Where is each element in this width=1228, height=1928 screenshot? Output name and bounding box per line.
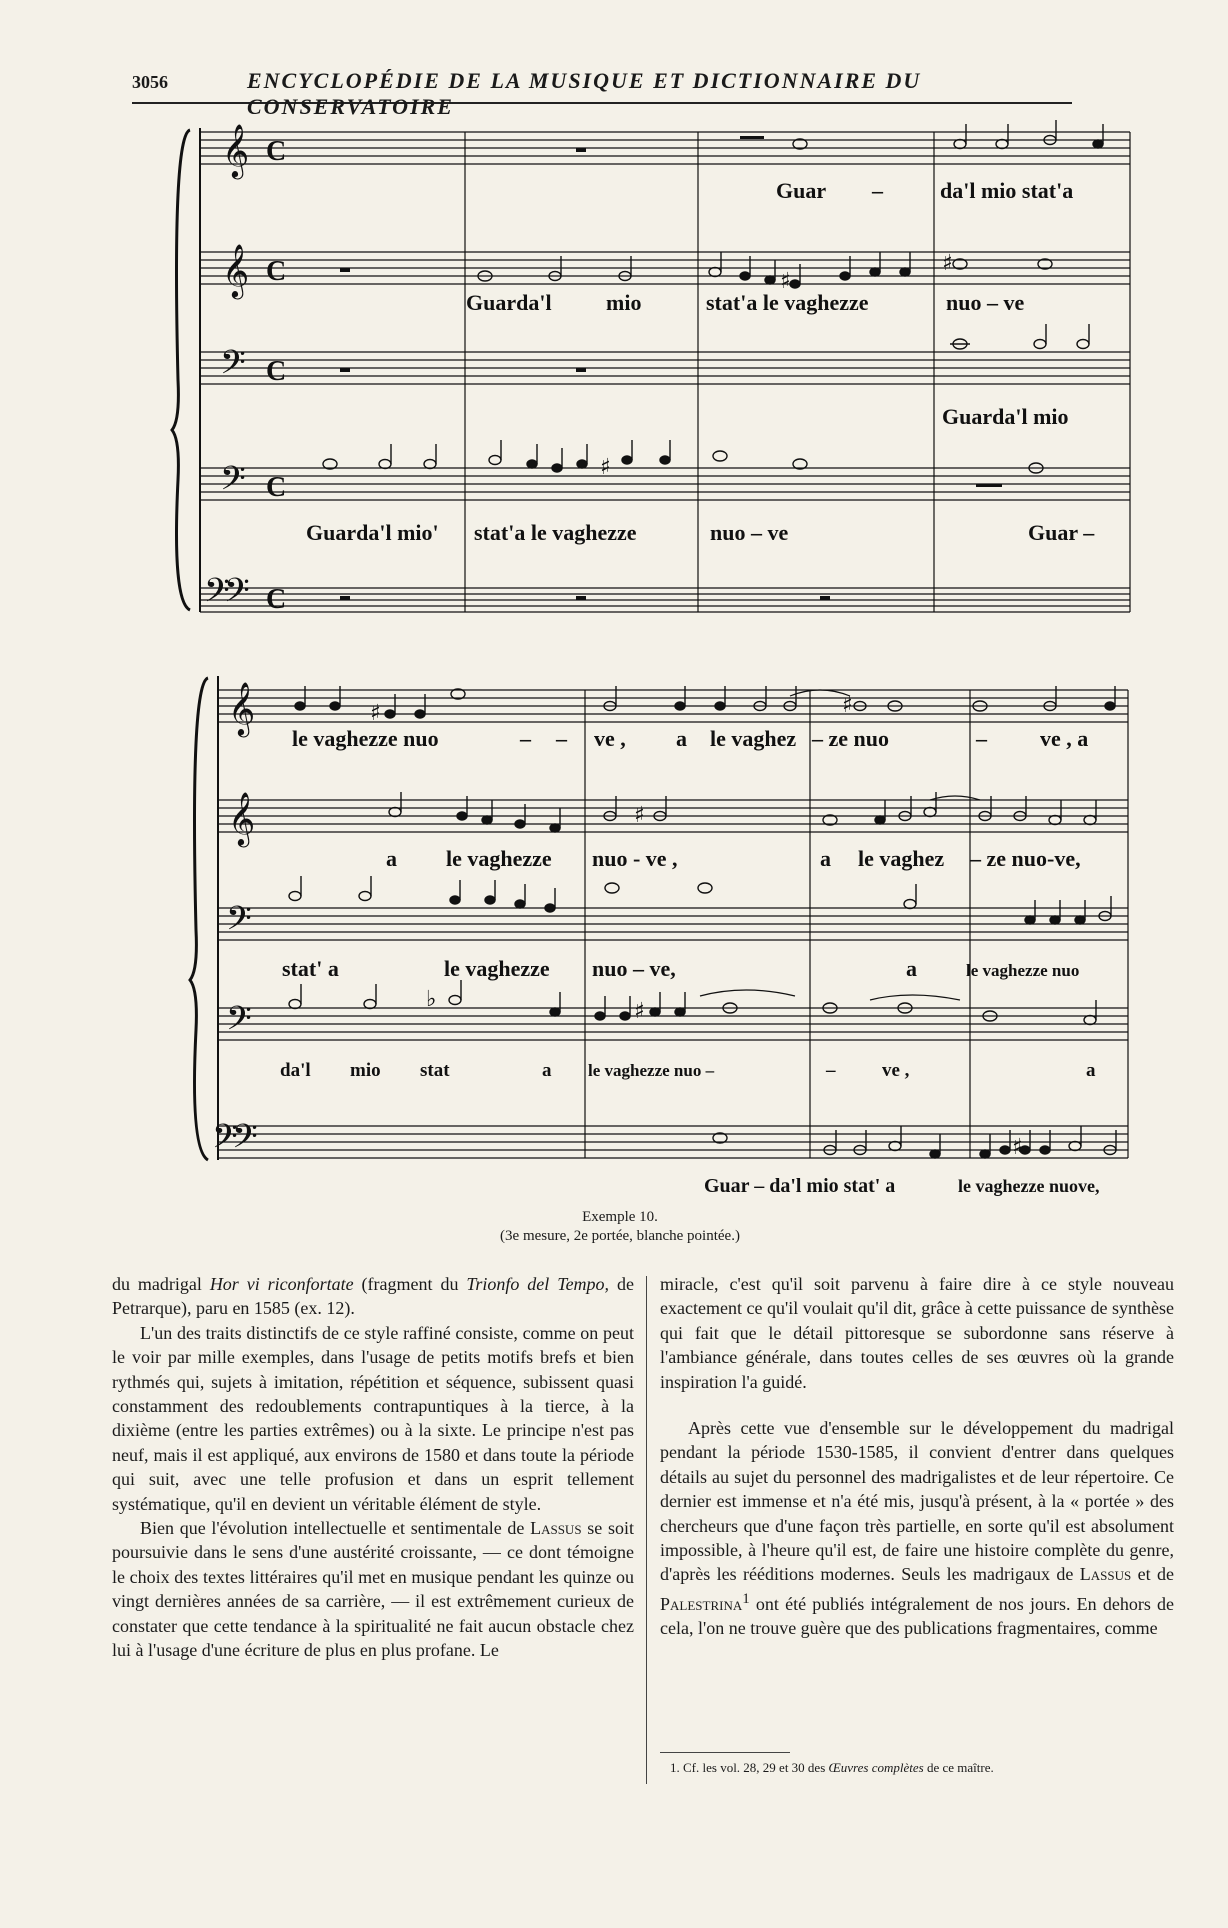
svg-text:𝄢: 𝄢 <box>220 344 246 390</box>
lyric: nuo – ve <box>946 290 1025 315</box>
text-run: ont été publiés intégralement de nos jours. En dehors de cela, l'on ne trouve guère que des publications fragmentaires, comme <box>660 1593 1174 1639</box>
lyric: Guarda'l mio <box>942 404 1069 429</box>
composer-name: Lassus <box>530 1518 582 1539</box>
lyric: – <box>872 178 883 203</box>
text-run: Après cette vue d'ensemble sur le développement du madrigal pendant la période 1530-1585, il convient d'entrer dans quelques détails au sujet du personnel des madrigalistes et de leur répertoire. Ce dernier est immense et n'a été mis, jusqu'à présent, à la « portée » des chercheurs que d'une façon très partielle, en sorte qu'il est absolument impossible, à l'heure qu'il est, de faire une histoire complète du genre, d'après les rééditions modernes. Seuls les madrigaux de <box>660 1418 1174 1585</box>
example-caption <box>400 1208 840 1246</box>
svg-text:♯: ♯ <box>842 693 853 718</box>
text-run: du madrigal <box>112 1274 210 1294</box>
lyric: Guarda'l mio' <box>306 520 439 545</box>
svg-text:C: C <box>266 584 287 615</box>
lyric: le vaghez <box>710 726 797 751</box>
lyric: stat <box>420 1060 450 1081</box>
svg-text:𝄢: 𝄢 <box>212 1118 238 1164</box>
work-title: Trionfo del Tempo, <box>466 1274 610 1294</box>
lyric: a <box>676 726 687 751</box>
lyric: a <box>820 846 831 871</box>
lyric: ve , <box>594 726 626 751</box>
svg-text:C: C <box>266 256 287 287</box>
lyric: ve , <box>882 1060 910 1081</box>
lyric: a <box>906 956 917 981</box>
staff-lines-2 <box>218 690 1128 1158</box>
lyric: a <box>1086 1060 1096 1081</box>
lyric: le vaghezze nuove, <box>958 1176 1100 1196</box>
lyric: – ze nuo <box>812 726 889 751</box>
svg-text:C: C <box>266 356 287 387</box>
work-title: Œuvres complètes <box>828 1760 924 1775</box>
lyric: – <box>976 726 987 751</box>
paragraph: L'un des traits distinctifs de ce style raffiné consiste, comme on peut le voir par mille exemples, dans l'usage de petits motifs brefs et bien rythmés qui, sujets à imitation, répétition et séquence, subissent quasi constamment des redoublements contrapuntiques à la tierce, à la dixième (entre les parties extrêmes) ou à la sixte. Le principe n'est pas neuf, mais il est appliqué, aux environs de 1580 et dans toute la période qui suit, avec une telle profusion et dans un esprit tellement systématique, qu'il en devient un véritable élément de style. <box>112 1322 634 1514</box>
text-run: de ce maître. <box>923 1760 994 1775</box>
lyric: – ze nuo-ve, <box>970 846 1081 871</box>
text-run: se soit poursuivie dans le sens d'une austérité croissante, — ce dont témoigne le choix des textes littéraires qu'il met en musique pendant les quinze ou vingt dernières années de sa carrière, — il est extrêmement curieux de constater que cette tendance à la spiritualité ne fait aucun obstacle chez lui à l'usage d'une écriture de plus en plus profane. Le <box>112 1518 634 1661</box>
lyric: a <box>542 1060 552 1081</box>
svg-text:C: C <box>266 472 287 503</box>
lyric: – <box>520 726 531 751</box>
svg-text:𝄞: 𝄞 <box>222 243 250 297</box>
lyric: stat'a le vaghezze <box>474 520 637 545</box>
lyric: Guar – <box>1028 520 1095 545</box>
text-run: Bien que l'évolution intellectuelle et sentimentale de <box>140 1518 531 1539</box>
lyric: – <box>556 726 567 751</box>
svg-text:♯: ♯ <box>600 455 611 480</box>
text-run: de Petrarque), paru en 1585 (ex. 12). <box>112 1274 634 1319</box>
text-run: 1. Cf. les vol. 28, 29 et 30 des <box>670 1760 829 1775</box>
composer-name: Lassus <box>1079 1564 1132 1585</box>
svg-text:♭: ♭ <box>426 987 437 1012</box>
caption-note: (3e mesure, 2e portée, blanche pointée.) <box>500 1228 740 1244</box>
svg-text:𝄢: 𝄢 <box>226 1000 252 1046</box>
composer-name: Palestrina <box>660 1593 743 1614</box>
lyric: le vaghezze <box>446 846 552 871</box>
lyric: nuo – ve, <box>592 956 676 981</box>
footnote-rule <box>660 1752 790 1753</box>
lyric: mio <box>606 290 642 315</box>
text-column-right <box>660 1272 1174 1641</box>
lyric: le vaghez <box>858 846 945 871</box>
svg-text:♯: ♯ <box>942 251 953 276</box>
svg-text:𝄢: 𝄢 <box>226 900 252 946</box>
lyric: da'l mio stat'a <box>940 178 1074 203</box>
lyric: nuo – ve <box>710 520 789 545</box>
lyric: – <box>826 1060 836 1081</box>
svg-text:♯: ♯ <box>634 803 645 828</box>
lyric: le vaghezze nuo <box>292 726 439 751</box>
svg-text:𝄢: 𝄢 <box>220 460 246 506</box>
paragraph <box>112 1516 634 1662</box>
svg-text:𝄢: 𝄢 <box>204 572 230 618</box>
lyric: nuo - ve , <box>592 846 678 871</box>
paragraph <box>112 1272 634 1321</box>
lyric: Guarda'l <box>466 290 552 315</box>
work-title: Hor vi riconfortate <box>209 1274 354 1294</box>
text-run: (fragment du <box>353 1274 467 1294</box>
svg-text:♯: ♯ <box>634 999 645 1024</box>
caption-title: Exemple 10. <box>582 1209 658 1225</box>
lyric: le vaghezze <box>444 956 550 981</box>
svg-text:♯: ♯ <box>1012 1135 1023 1160</box>
lyric: mio <box>350 1060 381 1081</box>
svg-text:𝄢: 𝄢 <box>224 572 250 618</box>
page-number: 3056 <box>132 72 168 92</box>
lyric: stat' a <box>282 956 339 981</box>
running-title: ENCYCLOPÉDIE DE LA MUSIQUE ET DICTIONNAIRE DU CONSERVATOIRE <box>247 68 922 119</box>
lyric: a <box>386 846 397 871</box>
footnote <box>670 1760 1170 1776</box>
svg-text:♯: ♯ <box>780 269 791 294</box>
lyric: stat'a le vaghezze <box>706 290 869 315</box>
lyric: ve , a <box>1040 726 1089 751</box>
svg-text:𝄞: 𝄞 <box>222 123 250 177</box>
svg-text:𝄞: 𝄞 <box>228 681 256 735</box>
svg-text:𝄞: 𝄞 <box>228 791 256 845</box>
text-run: et de <box>1131 1564 1174 1585</box>
lyric: le vaghezze nuo <box>966 961 1080 980</box>
lyric: le vaghezze nuo – <box>588 1061 715 1080</box>
svg-text:𝄢: 𝄢 <box>232 1118 258 1164</box>
footnote-marker: 1 <box>742 1590 750 1607</box>
svg-text:C: C <box>266 136 287 167</box>
lyric: da'l <box>280 1060 311 1081</box>
lyric: Guar – da'l mio stat' a <box>704 1175 896 1197</box>
paragraph <box>660 1416 1174 1641</box>
text-column-left <box>112 1272 634 1663</box>
column-divider <box>646 1276 647 1784</box>
svg-text:♯: ♯ <box>370 701 381 726</box>
lyric: Guar <box>776 178 827 203</box>
paragraph: miracle, c'est qu'il soit parvenu à faire dire à ce style nouveau exactement ce qu'il voulait qu'il dit, grâce à cette puissance de synthèse qui fait que le détail pittoresque se subordonne sans réserve à l'ambiance générale, dans toutes celles de ses œuvres où la grande inspiration l'a guidé. <box>660 1274 1174 1392</box>
